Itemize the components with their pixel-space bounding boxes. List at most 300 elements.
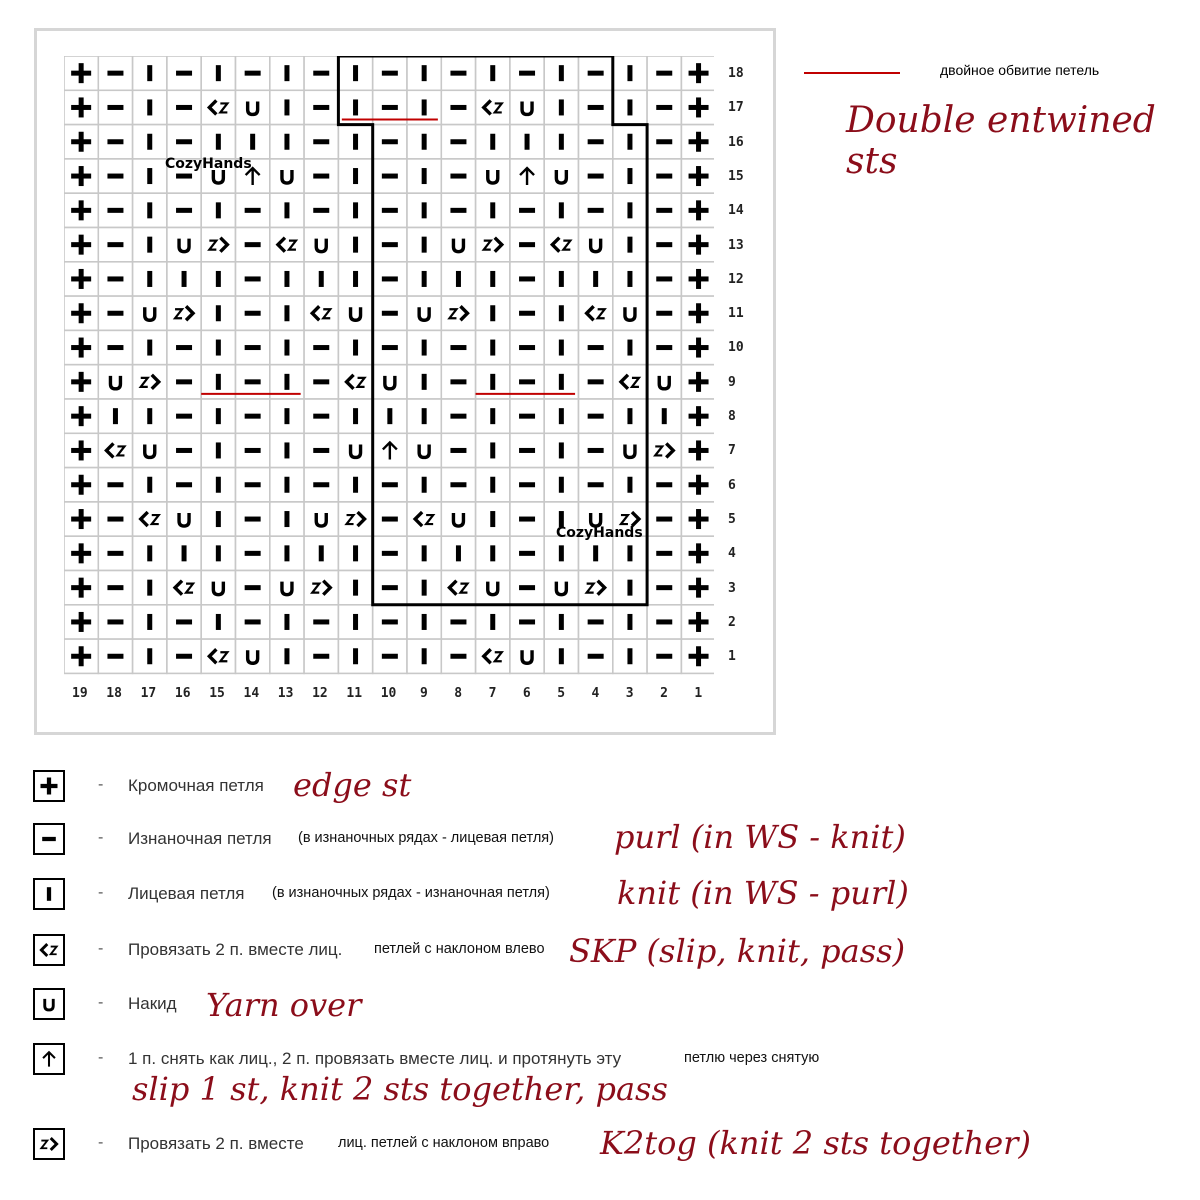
- chart-cell-purl: [510, 536, 544, 570]
- chart-cell-yarn-over: [613, 296, 647, 330]
- chart-cell-purl: [373, 296, 407, 330]
- chart-cell-knit: [613, 605, 647, 639]
- chart-cell-knit: [476, 125, 510, 159]
- chart-cell-purl: [167, 605, 201, 639]
- legend-en-text: slip 1 st, knit 2 sts together, pass: [132, 1070, 668, 1108]
- legend-dash: -: [98, 884, 104, 901]
- chart-cell-knit: [441, 262, 475, 296]
- chart-cell-knit: [338, 159, 372, 193]
- column-number: 6: [522, 686, 531, 701]
- legend-symbol-k2tog: [33, 1128, 65, 1160]
- row-number: 8: [728, 409, 736, 424]
- legend-ru-text: Изнаночная петля: [128, 829, 272, 848]
- chart-cell-knit: [544, 56, 578, 90]
- chart-cell-knit: [441, 536, 475, 570]
- chart-cell-purl: [167, 399, 201, 433]
- chart-cell-yarn-over: [304, 228, 338, 262]
- chart-cell-knit: [338, 228, 372, 262]
- chart-cell-edge-stitch: [64, 330, 98, 364]
- chart-cell-edge-stitch: [64, 56, 98, 90]
- chart-cell-purl: [373, 262, 407, 296]
- chart-cell-purl: [441, 365, 475, 399]
- column-number: 9: [420, 686, 428, 701]
- legend-dash: -: [98, 1134, 104, 1151]
- chart-cell-purl: [579, 605, 613, 639]
- chart-cell-knit: [476, 296, 510, 330]
- chart-cell-purl: [304, 159, 338, 193]
- chart-cell-purl: [441, 605, 475, 639]
- chart-cell-k2tog: [167, 296, 201, 330]
- legend-dash: -: [98, 1049, 104, 1066]
- chart-cell-purl: [441, 56, 475, 90]
- double-entwined-line-sample: [804, 72, 900, 74]
- watermark-top: CozyHands: [165, 156, 252, 172]
- chart-cell-skp: [133, 502, 167, 536]
- chart-cell-knit: [613, 639, 647, 673]
- chart-cell-purl: [579, 56, 613, 90]
- chart-cell-edge-stitch: [681, 125, 714, 159]
- chart-cell-edge-stitch: [681, 193, 714, 227]
- chart-cell-yarn-over: [167, 228, 201, 262]
- chart-cell-knit: [270, 639, 304, 673]
- chart-cell-yarn-over: [167, 502, 201, 536]
- chart-cell-knit: [133, 639, 167, 673]
- chart-cell-purl: [373, 468, 407, 502]
- chart-cell-knit: [613, 571, 647, 605]
- chart-cell-k2tog: [441, 296, 475, 330]
- row-number: 13: [728, 237, 744, 253]
- chart-cell-skp: [544, 228, 578, 262]
- chart-cell-knit: [476, 330, 510, 364]
- chart-cell-purl: [441, 330, 475, 364]
- legend-dash: -: [98, 994, 104, 1011]
- chart-cell-purl: [167, 125, 201, 159]
- chart-cell-edge-stitch: [64, 296, 98, 330]
- chart-cell-purl: [647, 571, 681, 605]
- chart-cell-purl: [98, 228, 132, 262]
- chart-cell-yarn-over: [407, 296, 441, 330]
- chart-cell-purl: [236, 262, 270, 296]
- chart-cell-edge-stitch: [64, 502, 98, 536]
- chart-cell-knit: [338, 399, 372, 433]
- chart-cell-purl: [647, 193, 681, 227]
- chart-cell-yarn-over: [304, 502, 338, 536]
- legend-symbol-edge-stitch: [33, 770, 65, 802]
- chart-cell-knit: [407, 159, 441, 193]
- chart-cell-knit: [338, 193, 372, 227]
- chart-cell-knit: [613, 536, 647, 570]
- chart-cell-edge-stitch: [64, 90, 98, 124]
- legend-ru-text: 1 п. снять как лиц., 2 п. провязать вместе лиц. и протянуть эту: [128, 1049, 622, 1068]
- chart-cell-purl: [441, 90, 475, 124]
- chart-cell-knit: [407, 536, 441, 570]
- chart-cell-purl: [647, 228, 681, 262]
- chart-cell-knit: [407, 605, 441, 639]
- chart-cell-k2tog: [201, 228, 235, 262]
- row-number: 4: [728, 546, 736, 562]
- chart-cell-purl: [236, 468, 270, 502]
- chart-cell-purl: [304, 433, 338, 467]
- chart-cell-knit: [270, 330, 304, 364]
- chart-cell-edge-stitch: [681, 330, 714, 364]
- chart-cell-edge-stitch: [64, 433, 98, 467]
- row-number: 6: [728, 477, 736, 493]
- chart-cell-purl: [510, 433, 544, 467]
- chart-cell-knit: [201, 536, 235, 570]
- chart-cell-knit: [270, 262, 304, 296]
- chart-cell-purl: [647, 125, 681, 159]
- chart-cell-edge-stitch: [681, 571, 714, 605]
- chart-cell-yarn-over: [510, 639, 544, 673]
- chart-cell-knit: [133, 228, 167, 262]
- chart-cell-knit: [544, 605, 578, 639]
- chart-cell-purl: [579, 90, 613, 124]
- chart-cell-purl: [510, 468, 544, 502]
- chart-cell-knit: [201, 502, 235, 536]
- chart-cell-purl: [647, 639, 681, 673]
- chart-cell-knit: [201, 433, 235, 467]
- chart-cell-purl: [304, 365, 338, 399]
- chart-cell-purl: [98, 56, 132, 90]
- chart-cell-purl: [510, 605, 544, 639]
- chart-cell-purl: [167, 433, 201, 467]
- column-number: 19: [72, 686, 88, 701]
- chart-cell-purl: [441, 193, 475, 227]
- chart-cell-knit: [544, 399, 578, 433]
- chart-cell-edge-stitch: [64, 125, 98, 159]
- chart-cell-purl: [647, 330, 681, 364]
- chart-cell-knit: [236, 125, 270, 159]
- chart-cell-purl: [441, 125, 475, 159]
- chart-cell-purl: [98, 125, 132, 159]
- chart-cell-purl: [98, 296, 132, 330]
- legend-en-text: purl (in WS - knit): [614, 818, 906, 856]
- chart-cell-purl: [510, 502, 544, 536]
- chart-cell-knit: [270, 502, 304, 536]
- column-number: 8: [454, 686, 463, 701]
- chart-cell-knit: [133, 399, 167, 433]
- chart-cell-yarn-over: [236, 639, 270, 673]
- chart-cell-skp: [476, 90, 510, 124]
- row-number: 12: [728, 271, 744, 287]
- chart-cell-purl: [579, 639, 613, 673]
- chart-cell-purl: [373, 639, 407, 673]
- chart-cell-purl: [647, 605, 681, 639]
- chart-cell-purl: [98, 330, 132, 364]
- chart-cell-purl: [373, 56, 407, 90]
- chart-cell-edge-stitch: [64, 159, 98, 193]
- chart-cell-purl: [236, 502, 270, 536]
- chart-cell-knit: [407, 125, 441, 159]
- column-number: 15: [209, 686, 225, 701]
- chart-cell-knit: [270, 296, 304, 330]
- chart-cell-knit: [338, 639, 372, 673]
- chart-cell-purl: [98, 536, 132, 570]
- chart-cell-knit: [133, 56, 167, 90]
- knitting-chart-grid: [64, 56, 714, 681]
- chart-cell-knit: [338, 125, 372, 159]
- chart-cell-knit: [201, 296, 235, 330]
- chart-cell-knit: [407, 193, 441, 227]
- chart-cell-purl: [373, 571, 407, 605]
- chart-cell-yarn-over: [236, 90, 270, 124]
- chart-cell-purl: [304, 90, 338, 124]
- chart-cell-knit: [270, 468, 304, 502]
- chart-cell-knit: [201, 193, 235, 227]
- chart-cell-knit: [613, 159, 647, 193]
- chart-cell-purl: [98, 502, 132, 536]
- chart-cell-purl: [373, 193, 407, 227]
- chart-cell-knit: [544, 330, 578, 364]
- chart-cell-knit: [544, 639, 578, 673]
- chart-cell-purl: [98, 159, 132, 193]
- chart-cell-yarn-over: [98, 365, 132, 399]
- chart-cell-purl: [579, 399, 613, 433]
- chart-cell-purl: [98, 262, 132, 296]
- chart-cell-knit: [407, 639, 441, 673]
- chart-cell-knit: [133, 536, 167, 570]
- chart-cell-purl: [373, 228, 407, 262]
- chart-cell-purl: [167, 56, 201, 90]
- chart-cell-slip-knit2tog-pass: [373, 433, 407, 467]
- chart-cell-skp: [167, 571, 201, 605]
- chart-cell-yarn-over: [133, 296, 167, 330]
- chart-cell-edge-stitch: [681, 56, 714, 90]
- chart-cell-edge-stitch: [681, 399, 714, 433]
- chart-cell-purl: [441, 639, 475, 673]
- chart-cell-edge-stitch: [681, 365, 714, 399]
- chart-cell-knit: [613, 193, 647, 227]
- chart-cell-yarn-over: [476, 159, 510, 193]
- chart-cell-knit: [476, 56, 510, 90]
- chart-cell-purl: [304, 399, 338, 433]
- chart-cell-purl: [304, 193, 338, 227]
- chart-cell-knit: [407, 399, 441, 433]
- chart-cell-knit: [304, 536, 338, 570]
- chart-cell-knit: [201, 56, 235, 90]
- chart-cell-skp: [201, 639, 235, 673]
- chart-cell-knit: [476, 468, 510, 502]
- chart-cell-purl: [236, 330, 270, 364]
- legend-dash: -: [98, 776, 104, 793]
- chart-cell-skp: [441, 571, 475, 605]
- chart-cell-purl: [373, 536, 407, 570]
- chart-cell-knit: [647, 399, 681, 433]
- chart-cell-knit: [167, 536, 201, 570]
- chart-cell-knit: [544, 193, 578, 227]
- chart-cell-knit: [476, 605, 510, 639]
- chart-cell-knit: [476, 399, 510, 433]
- chart-cell-purl: [236, 193, 270, 227]
- chart-cell-knit: [133, 159, 167, 193]
- chart-cell-purl: [373, 125, 407, 159]
- chart-cell-purl: [579, 193, 613, 227]
- chart-cell-yarn-over: [133, 433, 167, 467]
- chart-cell-purl: [441, 433, 475, 467]
- double-entwined-label-ru: двойное обвитие петель: [940, 62, 1100, 78]
- chart-cell-edge-stitch: [681, 90, 714, 124]
- chart-cell-edge-stitch: [681, 159, 714, 193]
- chart-cell-k2tog: [476, 228, 510, 262]
- chart-cell-purl: [236, 399, 270, 433]
- legend-ru-text: Кромочная петля: [128, 776, 264, 795]
- legend-en-text: K2tog (knit 2 sts together): [600, 1124, 1031, 1162]
- row-number: 5: [728, 511, 736, 527]
- chart-cell-knit: [476, 262, 510, 296]
- legend-en-text: edge st: [293, 766, 412, 804]
- legend-symbol-yarn-over: [33, 988, 65, 1020]
- chart-cell-knit: [201, 262, 235, 296]
- chart-cell-edge-stitch: [681, 468, 714, 502]
- chart-cell-skp: [98, 433, 132, 467]
- chart-cell-knit: [338, 262, 372, 296]
- chart-cell-purl: [167, 639, 201, 673]
- column-number: 5: [557, 686, 566, 701]
- chart-cell-purl: [647, 296, 681, 330]
- chart-cell-knit: [167, 262, 201, 296]
- row-number: 2: [728, 614, 736, 630]
- chart-cell-knit: [613, 330, 647, 364]
- chart-cell-skp: [304, 296, 338, 330]
- chart-cell-purl: [579, 159, 613, 193]
- chart-cell-knit: [133, 193, 167, 227]
- legend-ru-note: (в изнаночных рядах - изнаночная петля): [272, 885, 550, 901]
- row-number: 15: [728, 168, 744, 184]
- legend-ru-text: Провязать 2 п. вместе лиц.: [128, 940, 343, 959]
- chart-cell-purl: [236, 433, 270, 467]
- chart-cell-knit: [133, 330, 167, 364]
- chart-cell-knit: [407, 228, 441, 262]
- legend-symbol-knit: [33, 878, 65, 910]
- chart-cell-knit: [544, 536, 578, 570]
- chart-cell-knit: [270, 125, 304, 159]
- chart-cell-edge-stitch: [681, 228, 714, 262]
- chart-cell-purl: [579, 468, 613, 502]
- chart-cell-edge-stitch: [681, 536, 714, 570]
- chart-cell-knit: [201, 330, 235, 364]
- chart-cell-yarn-over: [476, 571, 510, 605]
- chart-cell-yarn-over: [544, 571, 578, 605]
- chart-cell-purl: [98, 468, 132, 502]
- chart-cell-knit: [338, 330, 372, 364]
- chart-cell-purl: [510, 296, 544, 330]
- chart-cell-purl: [373, 502, 407, 536]
- chart-cell-edge-stitch: [64, 571, 98, 605]
- chart-cell-purl: [647, 262, 681, 296]
- chart-cell-edge-stitch: [681, 639, 714, 673]
- legend-ru-text: Провязать 2 п. вместе: [128, 1134, 304, 1153]
- chart-cell-knit: [338, 468, 372, 502]
- chart-cell-knit: [270, 399, 304, 433]
- watermark-bottom: CozyHands: [556, 525, 643, 541]
- chart-cell-knit: [270, 193, 304, 227]
- chart-cell-purl: [98, 90, 132, 124]
- chart-cell-purl: [98, 571, 132, 605]
- chart-cell-purl: [236, 536, 270, 570]
- chart-cell-edge-stitch: [681, 605, 714, 639]
- chart-cell-knit: [133, 262, 167, 296]
- chart-cell-purl: [579, 330, 613, 364]
- column-number: 16: [174, 686, 191, 701]
- chart-cell-purl: [98, 639, 132, 673]
- chart-cell-purl: [510, 56, 544, 90]
- chart-cell-purl: [579, 365, 613, 399]
- chart-cell-edge-stitch: [64, 468, 98, 502]
- chart-cell-knit: [613, 125, 647, 159]
- chart-cell-knit: [613, 468, 647, 502]
- chart-cell-purl: [167, 365, 201, 399]
- chart-cell-purl: [167, 193, 201, 227]
- chart-cell-edge-stitch: [681, 262, 714, 296]
- chart-cell-yarn-over: [407, 433, 441, 467]
- chart-cell-purl: [510, 228, 544, 262]
- legend-ru-note: (в изнаночных рядах - лицевая петля): [298, 830, 554, 846]
- chart-cell-knit: [98, 399, 132, 433]
- chart-cell-yarn-over: [338, 433, 372, 467]
- chart-cell-edge-stitch: [64, 639, 98, 673]
- chart-cell-purl: [167, 330, 201, 364]
- chart-cell-purl: [510, 193, 544, 227]
- chart-cell-knit: [201, 125, 235, 159]
- chart-cell-k2tog: [133, 365, 167, 399]
- column-number: 11: [346, 686, 363, 701]
- chart-cell-purl: [98, 193, 132, 227]
- row-number: 10: [728, 340, 744, 356]
- chart-cell-purl: [167, 468, 201, 502]
- chart-cell-knit: [544, 468, 578, 502]
- chart-cell-knit: [270, 605, 304, 639]
- chart-cell-purl: [304, 56, 338, 90]
- chart-cell-knit: [544, 90, 578, 124]
- legend-symbol-skp: [33, 934, 65, 966]
- chart-cell-k2tog: [338, 502, 372, 536]
- chart-cell-purl: [236, 228, 270, 262]
- chart-cell-knit: [613, 262, 647, 296]
- chart-cell-purl: [441, 468, 475, 502]
- chart-cell-skp: [613, 365, 647, 399]
- chart-cell-knit: [544, 433, 578, 467]
- chart-cell-knit: [613, 56, 647, 90]
- chart-cell-knit: [133, 90, 167, 124]
- chart-cell-knit: [476, 536, 510, 570]
- chart-cell-knit: [133, 125, 167, 159]
- chart-cell-knit: [407, 56, 441, 90]
- chart-cell-edge-stitch: [64, 228, 98, 262]
- column-number: 18: [106, 686, 122, 701]
- chart-cell-yarn-over: [647, 365, 681, 399]
- chart-cell-knit: [407, 468, 441, 502]
- row-number: 1: [728, 649, 736, 665]
- chart-cell-knit: [338, 605, 372, 639]
- chart-cell-knit: [373, 399, 407, 433]
- legend-ru-text: Лицевая петля: [128, 884, 245, 903]
- chart-cell-yarn-over: [201, 571, 235, 605]
- chart-cell-purl: [510, 330, 544, 364]
- row-number: 14: [728, 203, 744, 219]
- legend-ru-note: лиц. петлей с наклоном вправо: [338, 1135, 550, 1151]
- chart-cell-yarn-over: [510, 90, 544, 124]
- chart-cell-yarn-over: [579, 228, 613, 262]
- chart-cell-skp: [338, 365, 372, 399]
- chart-cell-purl: [236, 571, 270, 605]
- column-number: 13: [277, 686, 294, 701]
- chart-cell-skp: [476, 639, 510, 673]
- chart-cell-yarn-over: [338, 296, 372, 330]
- chart-cell-purl: [510, 262, 544, 296]
- chart-cell-knit: [270, 56, 304, 90]
- legend-ru-text: Накид: [128, 994, 177, 1013]
- chart-cell-knit: [544, 296, 578, 330]
